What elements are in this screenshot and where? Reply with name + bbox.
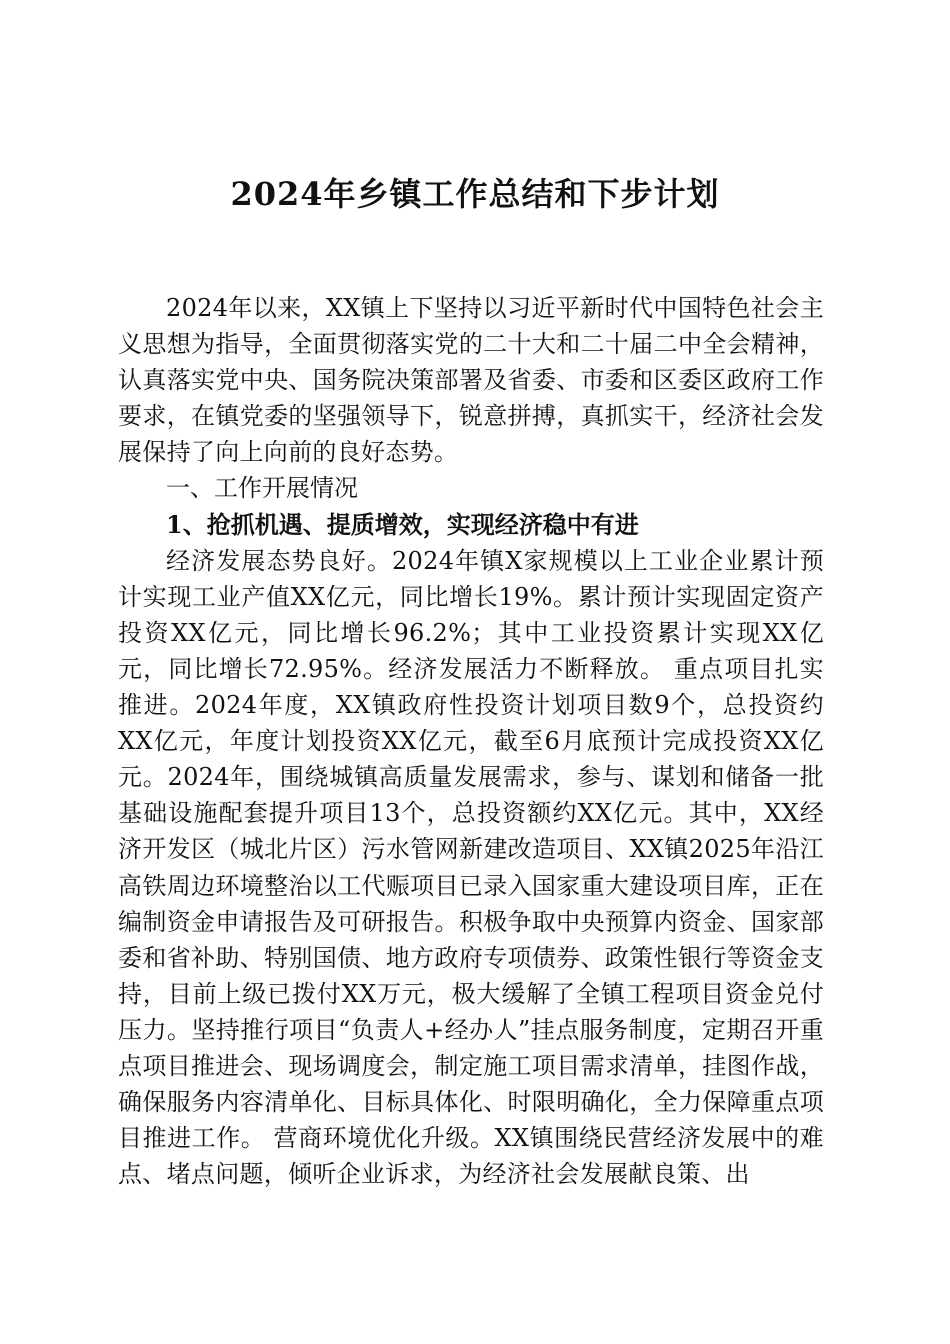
subsection-heading: 1、抢抓机遇、提质增效，实现经济稳中有进 <box>166 509 639 539</box>
section-heading: 一、工作开展情况 <box>166 474 358 503</box>
document-body <box>118 290 824 1192</box>
intro-paragraph: 2024年以来，XX镇上下坚持以习近平新时代中国特色社会主义思想为指导，全面贯彻落实党的二十大和二十届二中全会精神，认真落实党中央、国务院决策部署及省委、市委和区委区政府工作要求，在镇党委的坚强领导下，锐意拼搏，真抓实干，经济社会发展保持了向上向前的良好态势。 <box>118 294 824 467</box>
document-title: 2024年乡镇工作总结和下步计划 <box>230 175 720 213</box>
subsection-paragraph: 经济发展态势良好。2024年镇X家规模以上工业企业累计预计实现工业产值XX亿元，同比增长19%。累计预计实现固定资产投资XX亿元，同比增长96.2%；其中工业投资累计实现XX亿元，同比增长72.95%。经济发展活力不断释放。 重点项目扎实推进。2024年度，XX镇政府性投资计划项目数9个，总投资约XX亿元，年度计划投资XX亿元，截至6月底预计完成投资XX亿元。2024年，围绕城镇高质量发展需求，参与、谋划和储备一批基础设施配套提升项目13个，总投资额约XX亿元。其中，XX经济开发区（城北片区）污水管网新建改造项目、XX镇2025年沿江高铁周边环境整治以工代赈项目已录入国家重大建设项目库，正在编制资金申请报告及可研报告。积极争取中央预算内资金、国家部委和省补助、特别国债、地方政府专项债券、政策性银行等资金支持，目前上级已拨付XX万元，极大缓解了全镇工程项目资金兑付压力。坚持推行项目“负责人+经办人”挂点服务制度，定期召开重点项目推进会、现场调度会，制定施工项目需求清单，挂图作战，确保服务内容清单化、目标具体化、时限明确化，全力保障重点项目推进工作。 营商环境优化升级。XX镇围绕民营经济发展中的难点、堵点问题，倾听企业诉求，为经济社会发展献良策、出 <box>118 546 824 1189</box>
